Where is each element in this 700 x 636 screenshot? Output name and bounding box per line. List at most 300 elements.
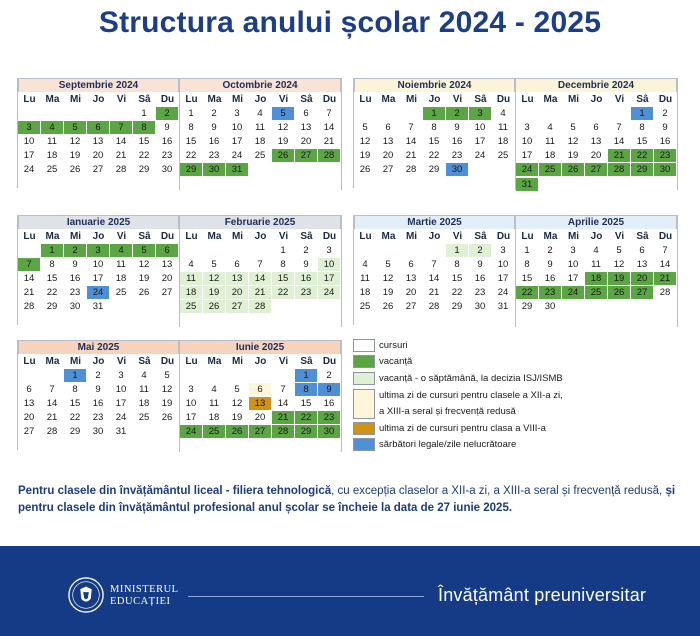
day-cell: 29 — [46, 301, 58, 313]
day-cell: 20 — [161, 273, 173, 285]
day-cell: 2 — [95, 370, 101, 381]
weekday-label: Lu — [23, 356, 36, 367]
weekday-label: Vi — [116, 356, 127, 367]
day-cell: 18 — [497, 136, 509, 148]
month-header: Aprilie 2025 — [516, 215, 677, 229]
legend-item-cursuri — [353, 339, 685, 352]
day-cell: 15 — [46, 273, 58, 285]
day-cell: 4 — [362, 259, 368, 271]
day-cell: 21 — [249, 286, 271, 299]
day-cell: 19 — [608, 272, 630, 285]
day-cell: 8 — [454, 259, 460, 271]
day-cell: 6 — [249, 383, 271, 396]
month-header: Septembrie 2024 — [18, 78, 179, 92]
ministry-line2: EDUCAȚIEI — [110, 596, 171, 607]
weekday-label: Lu — [185, 356, 198, 367]
day-cell: 29 — [428, 164, 440, 176]
day-cell: 12 — [203, 272, 225, 285]
day-cell: 27 — [249, 425, 271, 438]
day-cell: 1 — [524, 245, 530, 256]
day-cell: 4 — [257, 108, 263, 119]
day-cell: 28 — [659, 287, 671, 299]
day-cell: 7 — [326, 108, 332, 119]
day-cell: 16 — [323, 398, 335, 410]
day-cell: 16 — [69, 273, 81, 285]
day-cell: 17 — [567, 273, 579, 285]
day-cell: 3 — [500, 245, 506, 256]
weekday-label: Jo — [254, 231, 267, 242]
day-cell: 7 — [408, 122, 414, 134]
day-cell: 12 — [359, 136, 371, 148]
day-cell: 18 — [544, 150, 556, 162]
block-border — [341, 78, 342, 190]
weekday-label: Ma — [207, 94, 222, 105]
day-cell: 14 — [23, 273, 35, 285]
day-cell: 1 — [280, 245, 286, 256]
legend-item-vacanta — [353, 355, 685, 368]
day-cell: 3 — [87, 244, 109, 257]
day-cell: 10 — [567, 259, 579, 271]
day-cell: 7 — [257, 259, 263, 271]
day-cell: 21 — [608, 149, 630, 162]
day-cell: 4 — [547, 122, 553, 134]
weekday-label: Du — [160, 231, 175, 242]
day-cell: 18 — [208, 412, 220, 424]
day-cell: 22 — [69, 412, 81, 424]
weekday-label: Du — [496, 94, 511, 105]
day-cell: 17 — [185, 412, 197, 424]
weekday-label: Ma — [543, 231, 558, 242]
day-cell: 7 — [110, 121, 132, 134]
day-cell: 5 — [211, 259, 217, 271]
day-cell: 10 — [474, 122, 486, 134]
day-cell: 8 — [133, 121, 155, 134]
legend-item-ultima-zi-xii — [353, 389, 685, 419]
day-cell: 7 — [49, 384, 55, 396]
day-cell: 5 — [164, 370, 170, 381]
day-cell: 7 — [18, 258, 40, 271]
weekday-label: Vi — [116, 94, 127, 105]
day-cell: 1 — [141, 108, 147, 119]
weekday-label: Du — [658, 231, 673, 242]
day-cell: 18 — [46, 150, 58, 162]
day-cell: 6 — [234, 259, 240, 271]
day-cell: 8 — [188, 122, 194, 134]
day-cell: 27 — [382, 164, 394, 176]
day-cell: 2 — [156, 107, 178, 120]
day-cell: 17 — [231, 136, 243, 148]
day-cell: 13 — [590, 136, 602, 148]
day-cell: 28 — [23, 301, 35, 313]
day-cell: 20 — [92, 150, 104, 162]
day-cell: 6 — [156, 244, 178, 257]
weekday-label: Lu — [23, 231, 36, 242]
day-cell: 17 — [23, 150, 35, 162]
month-4 — [516, 78, 677, 203]
day-cell: 19 — [359, 150, 371, 162]
day-cell: 26 — [138, 287, 150, 299]
day-cell: 20 — [300, 136, 312, 148]
day-cell: 22 — [631, 149, 653, 162]
block-border — [17, 78, 18, 188]
day-cell: 23 — [654, 149, 676, 162]
day-cell: 25 — [46, 164, 58, 176]
day-cell: 14 — [659, 259, 671, 271]
day-cell: 22 — [516, 286, 538, 299]
day-cell: 21 — [323, 136, 335, 148]
day-cell: 2 — [64, 244, 86, 257]
weekday-label: Lu — [521, 94, 534, 105]
footnote-bold-1: Pentru clasele din învățământul liceal - filiera tehnologică — [18, 485, 332, 497]
day-cell: 21 — [428, 287, 440, 299]
day-cell: 24 — [516, 163, 538, 176]
weekday-label: Vi — [116, 231, 127, 242]
day-cell: 14 — [115, 136, 127, 148]
day-cell: 30 — [92, 426, 104, 438]
day-cell: 5 — [64, 121, 86, 134]
day-cell: 1 — [295, 369, 317, 382]
day-cell: 9 — [662, 122, 668, 134]
day-cell: 30 — [654, 163, 676, 176]
day-cell: 26 — [161, 412, 173, 424]
day-cell: 25 — [585, 286, 607, 299]
day-cell: 14 — [277, 398, 289, 410]
day-cell: 23 — [161, 150, 173, 162]
day-cell: 4 — [141, 370, 147, 381]
day-cell: 27 — [405, 301, 417, 313]
day-cell: 10 — [185, 398, 197, 410]
day-cell: 15 — [300, 398, 312, 410]
day-cell: 2 — [547, 245, 553, 256]
weekday-label: Vi — [614, 231, 625, 242]
legend-label-ultima-zi-viii: ultima zi de cursuri pentru clasa a VIII-a — [379, 423, 546, 434]
block-border — [677, 215, 678, 327]
day-cell: 10 — [231, 122, 243, 134]
legend-label-vacanta-saptamana: vacanță - o săptămână, la decizia ISJ/ISMB — [379, 373, 563, 384]
day-cell: 19 — [382, 287, 394, 299]
day-cell: 27 — [92, 164, 104, 176]
day-cell: 12 — [613, 259, 625, 271]
legend-label-vacanta: vacanță — [379, 356, 413, 367]
day-cell: 22 — [138, 150, 150, 162]
day-cell: 6 — [303, 108, 309, 119]
day-cell: 26 — [562, 163, 584, 176]
day-cell: 14 — [405, 136, 417, 148]
day-cell: 18 — [254, 136, 266, 148]
day-cell: 14 — [46, 398, 58, 410]
day-cell: 10 — [92, 259, 104, 271]
weekday-label: Mi — [69, 231, 82, 242]
weekday-label: Jo — [92, 94, 105, 105]
day-cell: 2 — [326, 370, 332, 381]
day-cell: 26 — [226, 425, 248, 438]
day-cell: 4 — [593, 245, 599, 256]
legend-item-sarbatori — [353, 438, 685, 451]
weekday-label: Sâ — [474, 94, 487, 105]
day-cell: 18 — [585, 272, 607, 285]
weekday-label: Sâ — [138, 356, 151, 367]
day-cell: 8 — [72, 384, 78, 396]
day-cell: 24 — [562, 286, 584, 299]
day-cell: 27 — [585, 163, 607, 176]
month-6 — [180, 215, 341, 340]
day-cell: 10 — [497, 259, 509, 271]
day-cell: 1 — [631, 107, 653, 120]
day-cell: 12 — [69, 136, 81, 148]
day-cell: 10 — [115, 384, 127, 396]
day-cell: 4 — [110, 244, 132, 257]
day-cell: 3 — [570, 245, 576, 256]
weekday-label: Ma — [45, 356, 60, 367]
day-cell: 18 — [115, 273, 127, 285]
weekday-label: Lu — [359, 231, 372, 242]
weekday-label: Sâ — [138, 94, 151, 105]
day-cell: 31 — [226, 163, 248, 176]
block-border — [353, 78, 354, 188]
day-cell: 8 — [524, 259, 530, 271]
day-cell: 26 — [272, 149, 294, 162]
weekday-label: Lu — [23, 94, 36, 105]
block-border — [341, 215, 342, 327]
day-cell: 3 — [18, 121, 40, 134]
day-cell: 29 — [631, 163, 653, 176]
weekday-label: Vi — [278, 231, 289, 242]
weekday-label: Du — [322, 231, 337, 242]
day-cell: 30 — [474, 301, 486, 313]
weekday-label: Ma — [207, 356, 222, 367]
footnote-bold-2: și pentru clasele din învățământul profesional anul școlar se încheie la data de 27 iunie 2025. — [18, 485, 676, 514]
day-cell: 11 — [360, 273, 370, 285]
day-cell: 23 — [92, 412, 104, 424]
weekday-label: Sâ — [636, 94, 649, 105]
weekday-label: Sâ — [300, 356, 313, 367]
day-cell: 1 — [446, 244, 468, 257]
day-cell: 28 — [46, 426, 58, 438]
weekday-label: Mi — [405, 231, 418, 242]
day-cell: 16 — [208, 136, 220, 148]
weekday-label: Ma — [45, 231, 60, 242]
day-cell: 19 — [277, 136, 289, 148]
day-cell: 6 — [593, 122, 599, 134]
day-cell: 25 — [115, 287, 127, 299]
day-cell: 1 — [41, 244, 63, 257]
day-cell: 22 — [428, 150, 440, 162]
day-cell: 21 — [46, 412, 58, 424]
day-cell: 16 — [92, 398, 104, 410]
legend-label-ultima-zi-xii-2: a XIII-a seral și frecvență redusă — [379, 406, 516, 417]
day-cell: 13 — [636, 259, 648, 271]
day-cell: 10 — [23, 136, 35, 148]
day-cell: 21 — [405, 150, 417, 162]
day-cell: 24 — [115, 412, 127, 424]
weekday-label: Sâ — [138, 231, 151, 242]
day-cell: 14 — [249, 272, 271, 285]
day-cell: 26 — [608, 286, 630, 299]
day-cell: 24 — [87, 286, 109, 299]
day-cell: 3 — [524, 122, 530, 134]
day-cell: 24 — [474, 150, 486, 162]
day-cell: 6 — [639, 245, 645, 256]
day-cell: 9 — [72, 259, 78, 271]
footer-bar — [0, 546, 700, 636]
day-cell: 28 — [272, 425, 294, 438]
day-cell: 14 — [613, 136, 625, 148]
day-cell: 7 — [280, 384, 286, 396]
day-cell: 24 — [318, 286, 340, 299]
day-cell: 17 — [318, 272, 340, 285]
month-header: Februarie 2025 — [180, 215, 341, 229]
weekday-label: Vi — [452, 231, 463, 242]
weekday-label: Vi — [278, 356, 289, 367]
day-cell: 4 — [211, 384, 217, 396]
day-cell: 24 — [180, 425, 202, 438]
day-cell: 11 — [47, 136, 57, 148]
day-cell: 26 — [382, 301, 394, 313]
day-cell: 23 — [208, 150, 220, 162]
day-cell: 12 — [161, 384, 173, 396]
day-cell: 18 — [359, 287, 371, 299]
day-cell: 16 — [659, 136, 671, 148]
weekday-label: Du — [322, 356, 337, 367]
day-cell: 31 — [115, 426, 127, 438]
weekday-label: Mi — [567, 231, 580, 242]
month-header: Octombrie 2024 — [180, 78, 341, 92]
day-cell: 18 — [180, 286, 202, 299]
day-cell: 7 — [616, 122, 622, 134]
day-cell: 27 — [161, 287, 173, 299]
day-cell: 15 — [69, 398, 81, 410]
day-cell: 3 — [326, 245, 332, 256]
month-header: Noiembrie 2024 — [354, 78, 515, 92]
weekday-label: Sâ — [300, 231, 313, 242]
day-cell: 27 — [226, 300, 248, 313]
day-cell: 4 — [188, 259, 194, 271]
day-cell: 27 — [295, 149, 317, 162]
weekday-label: Mi — [567, 94, 580, 105]
footer-divider — [188, 596, 424, 597]
day-cell: 1 — [188, 108, 194, 119]
day-cell: 29 — [180, 163, 202, 176]
day-cell: 26 — [203, 300, 225, 313]
weekday-label: Vi — [614, 94, 625, 105]
ministry-emblem-icon — [67, 576, 105, 614]
footnote-text: , cu excepția claselor a XII-a zi, a XIII-a seral și frecvență redusă, — [331, 485, 666, 497]
weekday-label: Ma — [207, 231, 222, 242]
day-cell: 6 — [408, 259, 414, 271]
day-cell: 24 — [497, 287, 509, 299]
day-cell: 19 — [231, 412, 243, 424]
day-cell: 10 — [318, 258, 340, 271]
day-cell: 2 — [303, 245, 309, 256]
day-cell: 9 — [303, 259, 309, 271]
day-cell: 25 — [180, 300, 202, 313]
month-7 — [354, 215, 515, 340]
weekday-label: Ma — [45, 94, 60, 105]
day-cell: 17 — [115, 398, 127, 410]
day-cell: 8 — [49, 259, 55, 271]
day-cell: 10 — [521, 136, 533, 148]
day-cell: 11 — [180, 272, 202, 285]
weekday-label: Du — [496, 231, 511, 242]
day-cell: 17 — [474, 136, 486, 148]
day-cell: 5 — [362, 122, 368, 134]
legend-item-ultima-zi-viii — [353, 422, 685, 435]
day-cell: 30 — [544, 301, 556, 313]
day-cell: 28 — [428, 301, 440, 313]
day-cell: 21 — [272, 411, 294, 424]
day-cell: 8 — [639, 122, 645, 134]
legend-swatch-sarbatori — [353, 438, 375, 451]
day-cell: 30 — [203, 163, 225, 176]
day-cell: 28 — [115, 164, 127, 176]
day-cell: 25 — [539, 163, 561, 176]
legend-swatch-vacanta — [353, 355, 375, 368]
day-cell: 11 — [591, 259, 601, 271]
day-cell: 14 — [323, 122, 335, 134]
legend-swatch-ultima-zi-viii — [353, 422, 375, 435]
day-cell: 12 — [382, 273, 394, 285]
day-cell: 25 — [497, 150, 509, 162]
day-cell: 2 — [662, 108, 668, 119]
legend-label-cursuri: cursuri — [379, 340, 408, 351]
weekday-label: Jo — [590, 94, 603, 105]
day-cell: 16 — [544, 273, 556, 285]
day-cell: 11 — [498, 122, 508, 134]
weekday-label: Mi — [231, 94, 244, 105]
day-cell: 16 — [451, 136, 463, 148]
month-5 — [18, 215, 179, 340]
weekday-label: Ma — [381, 231, 396, 242]
day-cell: 29 — [521, 301, 533, 313]
weekday-label: Du — [322, 94, 337, 105]
weekday-label: Ma — [543, 94, 558, 105]
day-cell: 3 — [469, 107, 491, 120]
day-cell: 4 — [500, 108, 506, 119]
legend-swatch-cursuri — [353, 339, 375, 352]
day-cell: 11 — [209, 398, 219, 410]
day-cell: 13 — [226, 272, 248, 285]
block-border — [17, 340, 18, 450]
month-header: Ianuarie 2025 — [18, 215, 179, 229]
month-header: Decembrie 2024 — [516, 78, 677, 92]
day-cell: 7 — [431, 259, 437, 271]
day-cell: 19 — [69, 150, 81, 162]
weekday-label: Mi — [231, 231, 244, 242]
day-cell: 22 — [451, 287, 463, 299]
day-cell: 30 — [69, 301, 81, 313]
month-8 — [516, 215, 677, 340]
page-title: Structura anului școlar 2024 - 2025 — [98, 6, 602, 39]
day-cell: 12 — [231, 398, 243, 410]
day-cell: 23 — [295, 286, 317, 299]
day-cell: 7 — [662, 245, 668, 256]
day-cell: 28 — [318, 149, 340, 162]
weekday-label: Mi — [405, 94, 418, 105]
weekday-label: Lu — [185, 231, 198, 242]
day-cell: 2 — [469, 244, 491, 257]
day-cell: 8 — [431, 122, 437, 134]
day-cell: 20 — [382, 150, 394, 162]
day-cell: 15 — [451, 273, 463, 285]
day-cell: 9 — [454, 122, 460, 134]
weekday-label: Sâ — [474, 231, 487, 242]
day-cell: 22 — [185, 150, 197, 162]
day-cell: 15 — [636, 136, 648, 148]
day-cell: 16 — [474, 273, 486, 285]
day-cell: 28 — [608, 163, 630, 176]
day-cell: 20 — [23, 412, 35, 424]
legend-label-ultima-zi-xii: ultima zi de cursuri pentru clasele a XII-a zi, — [379, 390, 563, 401]
